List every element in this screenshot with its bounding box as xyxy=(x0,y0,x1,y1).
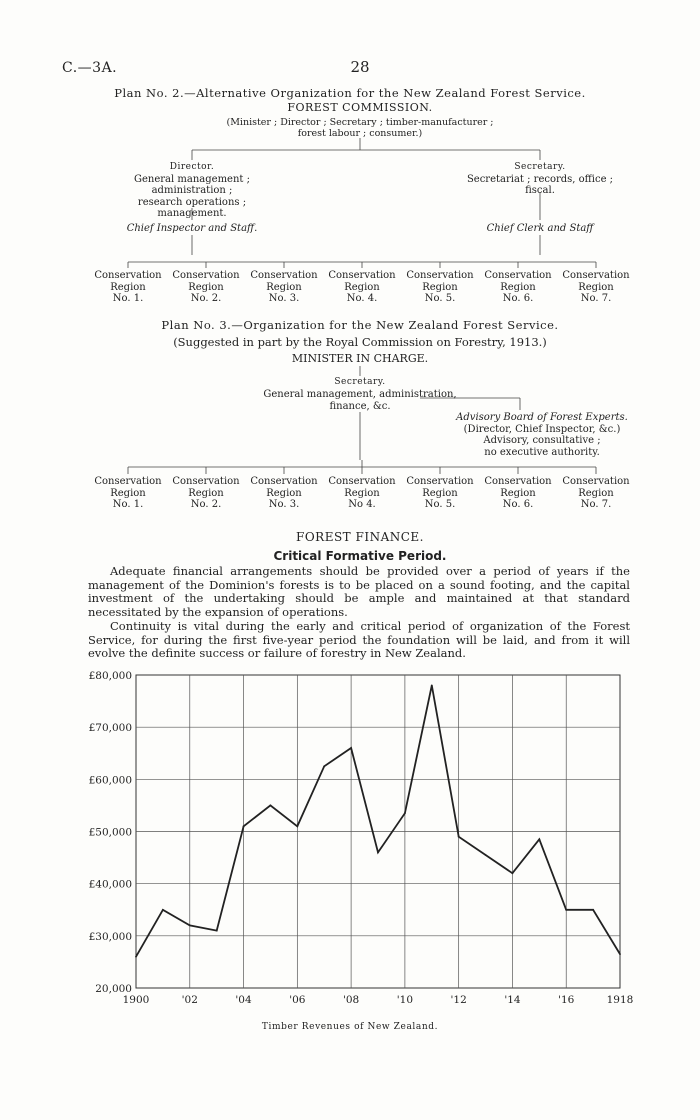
region-label: Region xyxy=(188,281,224,293)
data-point xyxy=(216,930,218,932)
plan2-director-line: General management ; xyxy=(134,173,250,185)
region-label: Conservation xyxy=(406,270,474,281)
data-point xyxy=(162,909,164,911)
plan3-region xyxy=(405,476,475,511)
region-label: Region xyxy=(110,487,146,499)
data-point xyxy=(485,854,487,856)
region-label: Region xyxy=(344,281,380,293)
plan2-director-staff: Chief Inspector and Staff. xyxy=(126,223,258,234)
revenue-series-line xyxy=(136,685,620,956)
data-point xyxy=(538,838,540,840)
paragraph: Continuity is vital during the early and critical period of organization of the Forest Service, for during the first five-year period the foundation will be laid, and from it will evolve the definite success or failure of forestry in New Zealand. xyxy=(88,619,630,660)
plan3-region xyxy=(561,476,631,511)
region-label: Conservation xyxy=(562,270,630,281)
region-label: Region xyxy=(266,487,302,499)
region-number: No. 5. xyxy=(424,293,456,304)
region-label: Conservation xyxy=(562,476,630,487)
x-tick-label: '08 xyxy=(342,994,360,1006)
plan2-commission-members-2: forest labour ; consumer.) xyxy=(297,128,423,139)
x-tick-label: '10 xyxy=(396,994,414,1006)
x-tick-label: 1900 xyxy=(122,994,150,1006)
plan2-secretary-line: Secretariat ; records, office ; xyxy=(466,173,614,185)
y-tick-label: £30,000 xyxy=(88,930,132,943)
document-reference: C.—3A. xyxy=(62,60,118,76)
plan3-region xyxy=(327,476,397,511)
timber-revenue-chart xyxy=(0,660,700,1040)
region-number: No. 3. xyxy=(268,293,300,304)
data-point xyxy=(243,825,245,827)
region-number: No 4. xyxy=(348,499,376,510)
data-point xyxy=(458,836,460,838)
plan2-region xyxy=(561,270,631,305)
plan3-secretary-duties-2: finance, &c. xyxy=(329,401,391,412)
chart-caption: Timber Revenues of New Zealand. xyxy=(261,1022,439,1032)
region-label: Conservation xyxy=(94,476,162,487)
plan2-director-line: administration ; xyxy=(151,185,233,196)
region-number: No. 7. xyxy=(580,499,612,510)
plan3-title: Plan No. 3.—Organization for the New Zealand Forest Service. xyxy=(161,318,559,332)
region-label: Region xyxy=(578,487,614,499)
region-number: No. 1. xyxy=(112,499,144,510)
plan2-region xyxy=(405,270,475,305)
plan2-region xyxy=(249,270,319,305)
plan2-region xyxy=(327,270,397,305)
x-tick-label: '12 xyxy=(450,994,467,1006)
data-point xyxy=(296,825,298,827)
region-label: Conservation xyxy=(484,476,552,487)
region-label: Region xyxy=(188,487,224,499)
region-number: No. 2. xyxy=(190,499,222,510)
plan3-secretary-duties: General management, administration, xyxy=(263,389,457,400)
data-point xyxy=(565,909,567,911)
plan2-secretary-line: fiscal. xyxy=(525,185,555,196)
plan2-director-line: research operations ; xyxy=(137,196,247,208)
plan3-minister: MINISTER IN CHARGE. xyxy=(291,352,429,365)
region-label: Conservation xyxy=(94,270,162,281)
advisory-board-line: no executive authority. xyxy=(484,446,600,458)
plan3-subtitle: (Suggested in part by the Royal Commission on Forestry, 1913.) xyxy=(173,335,547,349)
plan2-region xyxy=(93,270,163,305)
region-number: No. 7. xyxy=(580,293,612,304)
y-tick-label: £60,000 xyxy=(88,774,132,787)
region-number: No. 4. xyxy=(346,293,378,304)
plan2-director-line: management. xyxy=(157,208,227,219)
advisory-board-line: Advisory, consultative ; xyxy=(483,435,601,446)
plan2-commission-title: FOREST COMMISSION. xyxy=(287,101,433,114)
data-point xyxy=(323,765,325,767)
region-number: No. 3. xyxy=(268,499,300,510)
plan3-secretary: Secretary. xyxy=(334,377,386,387)
y-tick-label: 20,000 xyxy=(95,983,132,995)
region-label: Region xyxy=(422,487,458,499)
plan3-region xyxy=(93,476,163,511)
plan3-region xyxy=(171,476,241,511)
data-point xyxy=(512,872,514,874)
region-number: No. 1. xyxy=(112,293,144,304)
region-label: Region xyxy=(422,281,458,293)
region-label: Region xyxy=(344,487,380,499)
y-tick-label: £70,000 xyxy=(88,722,132,735)
x-tick-label: '16 xyxy=(558,994,575,1006)
region-number: No. 6. xyxy=(502,293,534,304)
y-tick-label: £80,000 xyxy=(88,670,132,682)
plan3-region xyxy=(483,476,553,511)
region-label: Region xyxy=(500,281,536,293)
x-tick-label: 1918 xyxy=(606,994,634,1006)
section-heading: FOREST FINANCE. xyxy=(296,530,424,544)
region-number: No. 6. xyxy=(502,499,534,510)
region-label: Conservation xyxy=(172,270,240,281)
data-point xyxy=(404,812,406,814)
plan2-director-title: Director. xyxy=(169,162,215,172)
region-label: Conservation xyxy=(328,476,396,487)
advisory-board-title: Advisory Board of Forest Experts. xyxy=(456,412,628,423)
section-subheading: Critical Formative Period. xyxy=(273,549,447,563)
page-number: 28 xyxy=(350,58,370,76)
plan2-region xyxy=(483,270,553,305)
data-point xyxy=(350,747,352,749)
data-point xyxy=(619,953,621,955)
plan2-commission-members: (Minister ; Director ; Secretary ; timber-manufacturer ; xyxy=(226,117,494,128)
advisory-board-line: (Director, Chief Inspector, &c.) xyxy=(463,423,621,435)
x-tick-label: '04 xyxy=(235,994,252,1006)
data-point xyxy=(270,805,272,807)
region-label: Region xyxy=(266,281,302,293)
region-label: Conservation xyxy=(172,476,240,487)
y-tick-label: £40,000 xyxy=(88,878,132,891)
plan2-secretary-title: Secretary. xyxy=(514,162,566,172)
plan3-advisory-board xyxy=(452,412,632,458)
data-point xyxy=(431,685,433,687)
plan2-region xyxy=(171,270,241,305)
region-label: Region xyxy=(578,281,614,293)
data-point xyxy=(377,851,379,853)
plan3-region xyxy=(249,476,319,511)
x-tick-label: '06 xyxy=(289,994,306,1006)
plan2-director-box xyxy=(112,162,272,220)
y-tick-label: £50,000 xyxy=(88,826,132,839)
plan2-secretary-box xyxy=(460,162,620,197)
data-point xyxy=(592,909,594,911)
plan2-title: Plan No. 2.—Alternative Organization for the New Zealand Forest Service. xyxy=(114,86,586,100)
region-label: Conservation xyxy=(250,476,318,487)
paragraph: Adequate financial arrangements should be provided over a period of years if the management of the Dominion's forests is to be placed on a sound footing, and the capital investment of the undertaking should be ample and maintained at that standard necessitated by the expansion of operations. xyxy=(88,564,630,619)
region-label: Region xyxy=(500,487,536,499)
region-label: Conservation xyxy=(406,476,474,487)
plan2-secretary-staff: Chief Clerk and Staff xyxy=(486,223,594,234)
region-label: Conservation xyxy=(484,270,552,281)
region-number: No. 2. xyxy=(190,293,222,304)
region-number: No. 5. xyxy=(424,499,456,510)
data-point xyxy=(135,956,137,958)
region-label: Conservation xyxy=(328,270,396,281)
x-tick-label: '14 xyxy=(504,994,521,1006)
region-label: Region xyxy=(110,281,146,293)
region-label: Conservation xyxy=(250,270,318,281)
data-point xyxy=(189,925,191,927)
x-tick-label: '02 xyxy=(181,994,198,1006)
